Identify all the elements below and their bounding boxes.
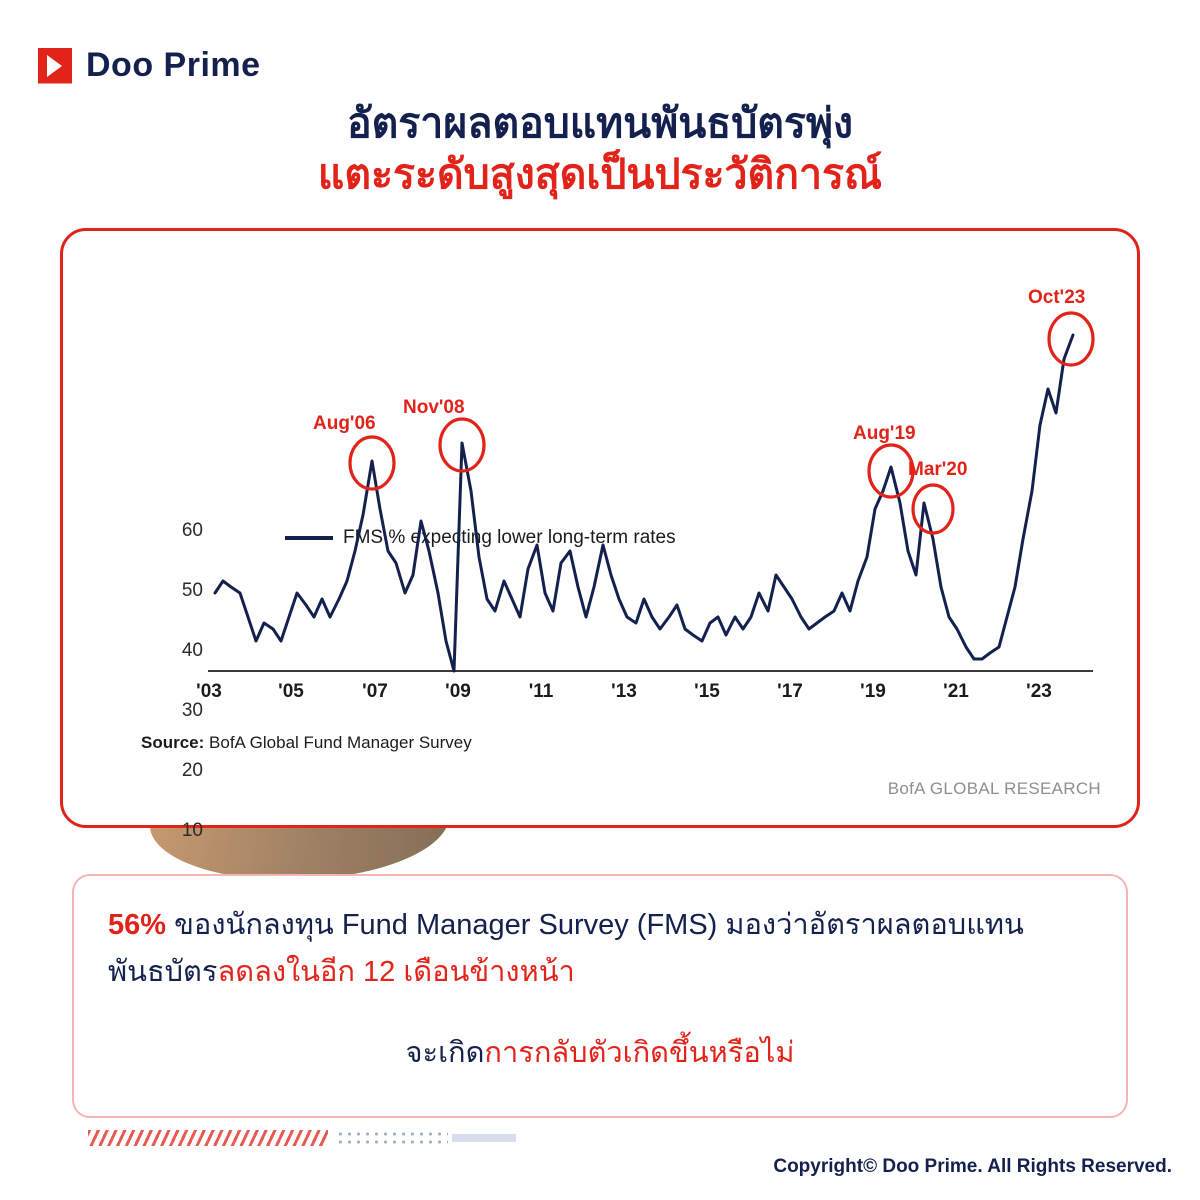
title-line-2: แตะระดับสูงสุดเป็นประวัติการณ์ xyxy=(317,151,883,198)
chart-credit: BofA GLOBAL RESEARCH xyxy=(887,779,1101,798)
caption-text-2: ตอบแทนพันธบัตร xyxy=(108,909,1024,988)
chart-source-text: BofA Global Fund Manager Survey xyxy=(209,733,472,752)
x-tick-05: '05 xyxy=(278,681,304,702)
copyright-text: Copyright© Doo Prime. All Rights Reserved. xyxy=(773,1156,1172,1177)
page-title xyxy=(0,98,1200,201)
chart-card xyxy=(60,228,1140,841)
caption-text-1: ของนักลงทุน Fund Manager Survey (FMS) มองว่าอัตราผล xyxy=(166,909,912,941)
footer-bar-decoration xyxy=(452,1134,516,1142)
annotation-aug19: Aug'19 xyxy=(853,423,916,444)
caption-paragraph-2 xyxy=(108,1030,1092,1077)
annotation-nov08: Nov'08 xyxy=(403,397,465,418)
caption-text-3-highlight: การกลับตัวเกิดขึ้นหรือไม่ xyxy=(484,1036,795,1069)
y-tick-50: 50 xyxy=(181,580,203,601)
caption-card xyxy=(72,874,1128,1118)
x-tick-11: '11 xyxy=(528,681,554,702)
annotation-circle-mar20 xyxy=(913,485,953,533)
caption-percentage: 56% xyxy=(108,909,167,941)
x-tick-07: '07 xyxy=(362,681,388,702)
title-line-1: อัตราผลตอบแทนพันธบัตรพุ่ง xyxy=(347,100,853,146)
caption-text-3: จะเกิด xyxy=(405,1036,485,1069)
x-tick-03: '03 xyxy=(196,681,222,702)
caption-paragraph-1 xyxy=(108,902,1092,996)
x-tick-19: '19 xyxy=(860,681,886,702)
y-tick-20: 20 xyxy=(181,760,203,781)
y-tick-40: 40 xyxy=(181,640,203,661)
chart-source xyxy=(141,733,472,753)
caption-text-2-highlight: ลดลงในอีก 12 เดือนข้างหน้า xyxy=(217,955,575,988)
annotation-oct23: Oct'23 xyxy=(1028,287,1086,308)
legend-label-fms: FMS % expecting lower long-term rates xyxy=(343,527,676,548)
chart-area xyxy=(63,231,1137,841)
x-tick-15: '15 xyxy=(694,681,720,702)
x-tick-09: '09 xyxy=(445,681,471,702)
x-tick-17: '17 xyxy=(777,681,803,702)
x-tick-21: '21 xyxy=(943,681,969,702)
chart-source-label: Source: xyxy=(141,733,205,752)
y-tick-60: 60 xyxy=(181,520,203,541)
annotation-aug06: Aug'06 xyxy=(313,413,376,434)
annotation-mar20: Mar'20 xyxy=(908,459,968,480)
footer-hatch-decoration xyxy=(88,1130,328,1146)
x-tick-23: '23 xyxy=(1026,681,1052,702)
brand-header xyxy=(38,46,261,85)
y-tick-30: 30 xyxy=(181,700,203,721)
brand-name: Doo Prime xyxy=(86,46,261,84)
y-tick-10: 10 xyxy=(181,820,203,841)
footer-dots-decoration xyxy=(336,1130,448,1146)
x-tick-13: '13 xyxy=(611,681,637,702)
doo-prime-flag-icon xyxy=(38,48,72,84)
